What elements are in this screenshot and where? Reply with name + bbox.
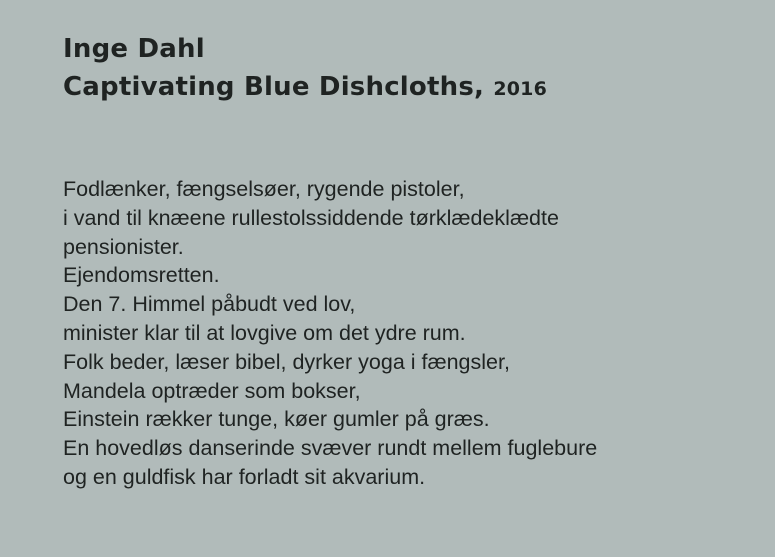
artwork-title-line [63, 68, 547, 108]
poem-line: Folk beder, læser bibel, dyrker yoga i fængsler, [63, 349, 510, 374]
poem-line: og en guldfisk har forladt sit akvarium. [63, 464, 426, 489]
poem-line: Fodlænker, fængselsøer, rygende pistoler, [63, 177, 465, 201]
poem-line: En hovedløs danserinde svæver rundt mellem fuglebure [63, 436, 598, 461]
poem-line: Ejendomsretten. [63, 263, 220, 288]
poem-line: Den 7. Himmel påbudt ved lov, [63, 292, 356, 317]
poem-line: minister klar til at lovgive om det ydre rum. [63, 320, 466, 345]
poem-line: i vand til knæene rullestolssiddende tørklædeklædte [63, 205, 559, 230]
artwork-year: 2016 [493, 78, 548, 100]
label-header [63, 30, 547, 108]
poem-line: Mandela optræder som bokser, [63, 378, 361, 403]
poem-text [63, 175, 753, 492]
artist-name: Inge Dahl [63, 34, 205, 64]
poem-line: pensionister. [63, 234, 184, 259]
artwork-title: Captivating Blue Dishcloths, [63, 72, 485, 102]
poem-line: Einstein rækker tunge, køer gumler på græs. [63, 407, 490, 432]
